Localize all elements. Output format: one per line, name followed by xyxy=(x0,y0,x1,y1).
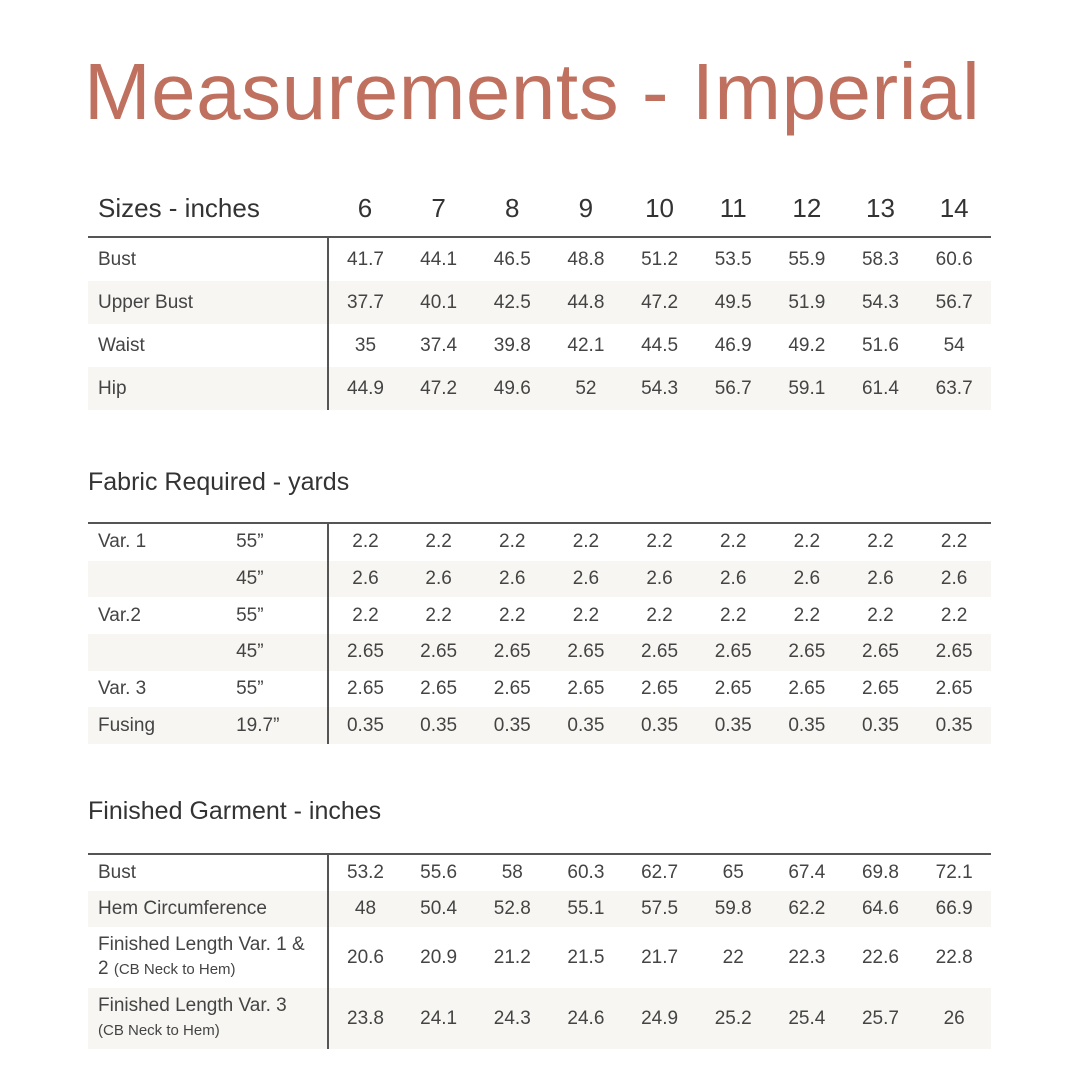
table-cell: 51.6 xyxy=(861,334,899,356)
table-cell: 41.7 xyxy=(347,248,384,270)
table-cell: 0.35 xyxy=(549,707,623,744)
table-cell: 2.2 xyxy=(646,604,673,626)
table-cell: 2.2 xyxy=(719,604,747,626)
table-cell: 69.8 xyxy=(861,862,899,883)
table-cell: 53.2 xyxy=(347,862,384,883)
table-cell: 63.7 xyxy=(917,367,991,410)
table-cell: 48.8 xyxy=(567,248,605,270)
row-label-block xyxy=(98,994,287,1043)
table-cell: 2.65 xyxy=(770,634,844,671)
table-cell: 2.2 xyxy=(867,531,894,553)
fabric-width: 55” xyxy=(228,597,328,634)
table-cell: 2.6 xyxy=(549,561,623,598)
size-header-label: Sizes - inches xyxy=(88,180,328,237)
table-cell: 60.6 xyxy=(935,248,973,270)
table-cell: 2.65 xyxy=(935,678,973,700)
table-row xyxy=(88,237,991,281)
fabric-width: 55” xyxy=(228,523,328,561)
table-cell: 2.2 xyxy=(572,604,600,626)
table-row xyxy=(88,561,991,598)
row-label: Finished Length Var. 1 & xyxy=(98,934,305,955)
table-cell: 2.65 xyxy=(844,634,918,671)
table-cell: 2.65 xyxy=(641,678,679,700)
size-header-cell: 7 xyxy=(402,180,476,237)
table-cell: 64.6 xyxy=(844,891,918,927)
table-cell: 2.6 xyxy=(696,561,770,598)
fabric-width: 19.7” xyxy=(228,707,328,744)
table-cell: 2.2 xyxy=(867,604,894,626)
table-row xyxy=(88,671,991,708)
table-cell: 2.65 xyxy=(788,678,826,700)
table-cell: 20.9 xyxy=(420,946,458,968)
row-label-block xyxy=(98,933,305,982)
table-cell: 20.6 xyxy=(347,946,384,968)
table-cell: 25.4 xyxy=(770,988,844,1049)
table-cell: 62.2 xyxy=(770,891,844,927)
table-cell: 49.6 xyxy=(475,367,549,410)
row-label xyxy=(88,561,228,598)
size-header-cell: 6 xyxy=(328,180,402,237)
table-cell: 60.3 xyxy=(567,862,605,883)
row-label: Var.2 xyxy=(98,604,141,626)
table-cell: 61.4 xyxy=(844,367,918,410)
table-cell: 65 xyxy=(722,862,744,883)
table-cell: 48 xyxy=(328,891,402,927)
table-cell: 22.8 xyxy=(935,946,973,968)
table-cell: 2.65 xyxy=(493,678,531,700)
table-cell: 49.2 xyxy=(788,334,826,356)
table-cell: 46.9 xyxy=(714,334,752,356)
table-cell: 59.8 xyxy=(696,891,770,927)
row-label-cell xyxy=(88,891,328,927)
table-cell: 0.35 xyxy=(402,707,476,744)
table-cell: 56.7 xyxy=(696,367,770,410)
row-label: Bust xyxy=(98,862,137,883)
row-label: Bust xyxy=(88,237,328,281)
table-cell: 52.8 xyxy=(475,891,549,927)
size-header-cell: 14 xyxy=(917,180,991,237)
row-label: Var. 1 xyxy=(98,531,147,553)
table-cell: 57.5 xyxy=(623,891,697,927)
finished-section-title: Finished Garment - inches xyxy=(88,797,382,825)
table-cell: 2.65 xyxy=(328,634,402,671)
table-cell: 24.6 xyxy=(549,988,623,1049)
body-measurements-table xyxy=(88,180,991,410)
table-cell: 53.5 xyxy=(714,248,752,270)
table-cell: 42.1 xyxy=(567,334,605,356)
table-cell: 51.2 xyxy=(641,248,679,270)
table-cell: 2.6 xyxy=(770,561,844,598)
table-cell: 2.6 xyxy=(328,561,402,598)
table-cell: 24.9 xyxy=(623,988,697,1049)
table-cell: 0.35 xyxy=(328,707,402,744)
table-cell: 2.2 xyxy=(352,604,379,626)
table-cell: 2.2 xyxy=(425,531,452,553)
row-label: Waist xyxy=(88,324,328,367)
table-cell: 2.65 xyxy=(623,634,697,671)
finished-garment-table xyxy=(88,853,991,1049)
table-cell: 58 xyxy=(501,862,523,883)
size-header-row xyxy=(88,180,991,237)
table-cell: 2.2 xyxy=(572,531,600,553)
table-cell: 55.1 xyxy=(549,891,623,927)
table-cell: 50.4 xyxy=(402,891,476,927)
size-header-cell: 10 xyxy=(623,180,697,237)
fabric-section-title: Fabric Required - yards xyxy=(88,468,350,496)
size-header-cell: 8 xyxy=(475,180,549,237)
table-cell: 2.65 xyxy=(861,678,899,700)
table-cell: 2.2 xyxy=(940,531,968,553)
fabric-width: 45” xyxy=(228,634,328,671)
table-cell: 21.2 xyxy=(493,946,531,968)
row-label-cell xyxy=(88,927,328,988)
table-cell: 40.1 xyxy=(402,281,476,324)
table-cell: 22 xyxy=(722,946,744,968)
table-row xyxy=(88,927,991,988)
table-cell: 0.35 xyxy=(475,707,549,744)
row-label: Upper Bust xyxy=(88,281,328,324)
table-cell: 55.9 xyxy=(788,248,826,270)
size-header-cell: 9 xyxy=(549,180,623,237)
table-cell: 2.6 xyxy=(623,561,697,598)
table-cell: 2.2 xyxy=(793,604,821,626)
size-header-cell: 13 xyxy=(844,180,918,237)
table-cell: 2.2 xyxy=(646,531,673,553)
table-cell: 2.2 xyxy=(499,531,526,553)
table-row xyxy=(88,988,991,1049)
table-cell: 22.3 xyxy=(788,946,826,968)
row-label-continued: 2 xyxy=(98,958,114,979)
table-cell: 54 xyxy=(943,334,965,356)
table-cell: 2.65 xyxy=(567,678,605,700)
table-cell: 54.3 xyxy=(623,367,697,410)
table-cell: 37.4 xyxy=(420,334,458,356)
table-cell: 23.8 xyxy=(328,988,402,1049)
row-label: Finished Length Var. 3 xyxy=(98,995,287,1016)
table-cell: 0.35 xyxy=(623,707,697,744)
table-cell: 2.65 xyxy=(696,634,770,671)
row-label: Hem Circumference xyxy=(98,898,267,919)
table-cell: 2.2 xyxy=(940,604,968,626)
row-label-cell xyxy=(88,988,328,1049)
table-cell: 47.2 xyxy=(402,367,476,410)
table-row xyxy=(88,854,991,891)
table-cell: 2.65 xyxy=(475,634,549,671)
table-row xyxy=(88,707,991,744)
table-cell: 37.7 xyxy=(328,281,402,324)
table-cell: 44.9 xyxy=(328,367,402,410)
table-cell: 42.5 xyxy=(475,281,549,324)
table-row xyxy=(88,634,991,671)
table-cell: 58.3 xyxy=(861,248,899,270)
table-cell: 2.2 xyxy=(793,531,821,553)
table-cell: 21.5 xyxy=(567,946,605,968)
table-cell: 44.8 xyxy=(549,281,623,324)
table-cell: 24.3 xyxy=(475,988,549,1049)
table-cell: 55.6 xyxy=(420,862,458,883)
table-cell: 2.2 xyxy=(719,531,747,553)
table-row xyxy=(88,324,991,367)
fabric-width: 45” xyxy=(228,561,328,598)
table-cell: 26 xyxy=(917,988,991,1049)
row-sublabel: (CB Neck to Hem) xyxy=(98,1022,220,1039)
table-cell: 46.5 xyxy=(493,248,531,270)
table-cell: 72.1 xyxy=(935,862,973,883)
row-label-cell xyxy=(88,854,328,891)
table-cell: 56.7 xyxy=(917,281,991,324)
table-cell: 2.2 xyxy=(352,531,379,553)
table-cell: 25.7 xyxy=(844,988,918,1049)
table-cell: 0.35 xyxy=(770,707,844,744)
row-label: Hip xyxy=(88,367,328,410)
table-cell: 44.1 xyxy=(420,248,458,270)
table-cell: 2.6 xyxy=(844,561,918,598)
table-cell: 2.65 xyxy=(420,678,458,700)
table-cell: 39.8 xyxy=(493,334,531,356)
table-cell: 47.2 xyxy=(623,281,697,324)
table-cell: 54.3 xyxy=(844,281,918,324)
table-cell: 49.5 xyxy=(696,281,770,324)
table-cell: 22.6 xyxy=(861,946,899,968)
row-label: Fusing xyxy=(88,707,228,744)
table-cell: 2.65 xyxy=(346,678,384,700)
table-cell: 21.7 xyxy=(641,946,679,968)
table-cell: 62.7 xyxy=(641,862,679,883)
table-row xyxy=(88,281,991,324)
table-cell: 2.65 xyxy=(917,634,991,671)
size-header-cell: 11 xyxy=(696,180,770,237)
table-cell: 2.6 xyxy=(402,561,476,598)
fabric-width: 55” xyxy=(228,671,328,708)
table-cell: 24.1 xyxy=(402,988,476,1049)
table-cell: 52 xyxy=(549,367,623,410)
table-row xyxy=(88,597,991,634)
table-row xyxy=(88,367,991,410)
table-cell: 2.6 xyxy=(917,561,991,598)
page-title: Measurements - Imperial xyxy=(84,47,981,136)
row-label xyxy=(88,634,228,671)
table-cell: 44.5 xyxy=(641,334,679,356)
table-cell: 66.9 xyxy=(917,891,991,927)
table-cell: 25.2 xyxy=(696,988,770,1049)
table-cell: 59.1 xyxy=(770,367,844,410)
table-cell: 0.35 xyxy=(917,707,991,744)
table-cell: 67.4 xyxy=(788,862,826,883)
table-cell: 0.35 xyxy=(696,707,770,744)
table-cell: 51.9 xyxy=(770,281,844,324)
row-sublabel: (CB Neck to Hem) xyxy=(113,961,236,978)
table-cell: 2.2 xyxy=(425,604,452,626)
table-row xyxy=(88,523,991,561)
row-label: Var. 3 xyxy=(98,678,147,700)
table-row xyxy=(88,891,991,927)
table-cell: 35 xyxy=(354,334,377,356)
table-cell: 2.6 xyxy=(475,561,549,598)
fabric-required-table xyxy=(88,522,991,744)
table-cell: 2.2 xyxy=(499,604,526,626)
table-cell: 0.35 xyxy=(844,707,918,744)
table-cell: 2.65 xyxy=(549,634,623,671)
table-cell: 2.65 xyxy=(714,678,752,700)
table-cell: 2.65 xyxy=(402,634,476,671)
size-header-cell: 12 xyxy=(770,180,844,237)
